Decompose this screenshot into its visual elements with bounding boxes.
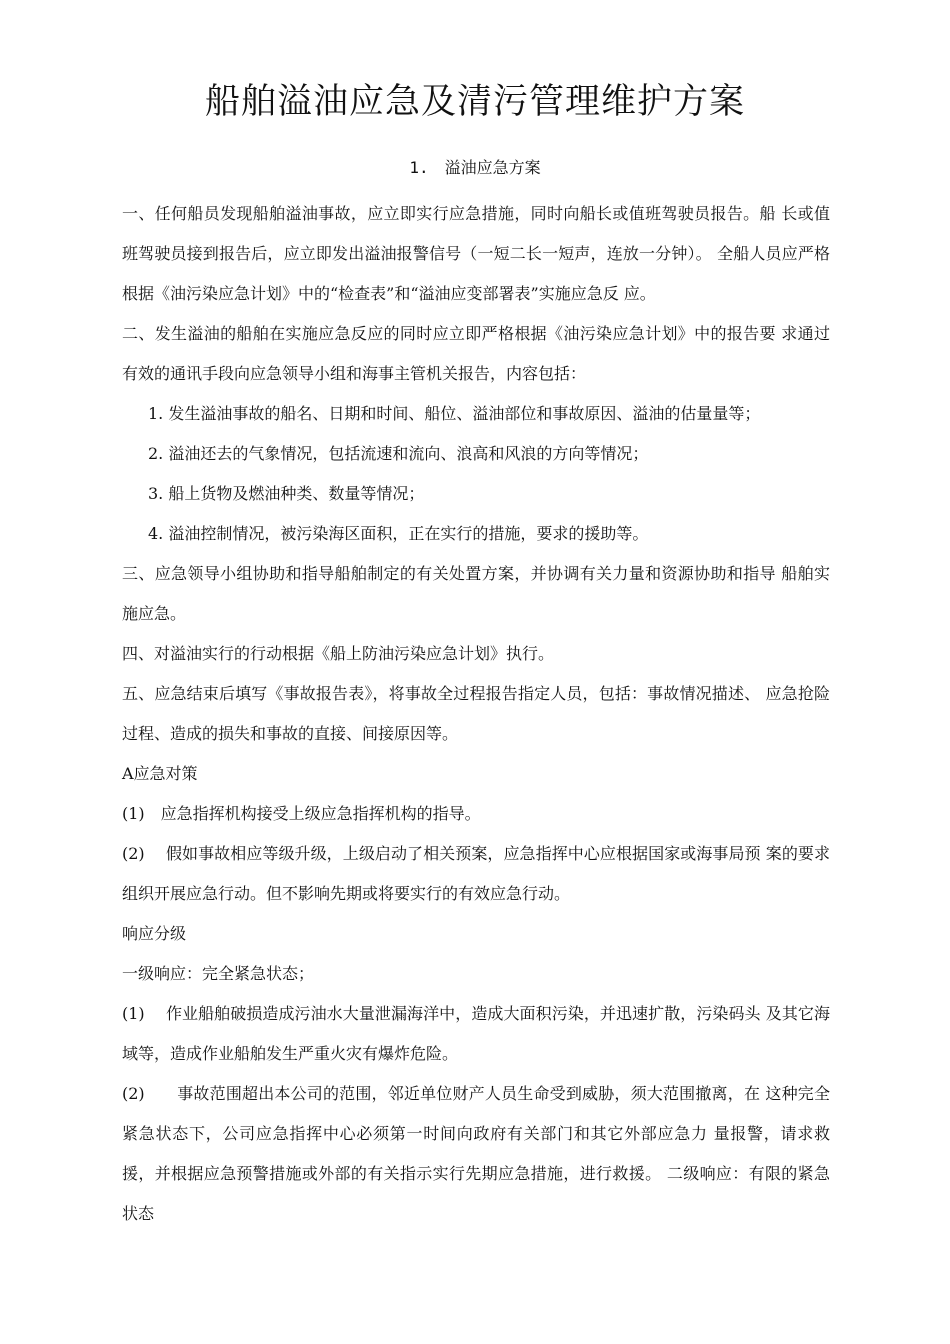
- measure-item-1: (1) 应急指挥机构接受上级应急指挥机构的指导。: [122, 804, 481, 823]
- document-title: 船舶溢油应急及清污管理维护方案: [204, 82, 745, 122]
- paragraph-1: 一、任何船员发现船舶溢油事故，应立即实行应急措施，同时向船长或值班驾驶员报告。船 长或值班驾驶员接到报告后，应立即发出溢油报警信号（一短二长一短声，连放一分钟）。 全船人员应严格根据《油污染应急计划》中的“检查表”和“溢油应变部署表”实施应急反 应。: [122, 204, 830, 303]
- paragraph-2: 二、发生溢油的船舶在实施应急反应的同时应立即严格根据《油污染应急计划》中的报告要 求通过有效的通讯手段向应急领导小组和海事主管机关报告，内容包括：: [122, 324, 830, 383]
- section-label: 溢油应急方案: [444, 158, 541, 177]
- document-body: [122, 194, 830, 1234]
- section-number: 1.: [409, 158, 429, 177]
- subheading-emergency-measures: A应急对策: [122, 764, 198, 783]
- level-one-item-2: (2) 事故范围超出本公司的范围，邻近单位财产人员生命受到威胁，须大范围撤离，在 这种完全紧急状态下，公司应急指挥中心必须第一时间向政府有关部门和其它外部应急力 量报警，请求救援，并根据应急预警措施或外部的有关指示实行先期应急措施，进行救援。 二级响应：有限的紧急状态: [122, 1084, 830, 1223]
- subheading-response-levels: 响应分级: [122, 924, 187, 943]
- measure-item-2: (2) 假如事故相应等级升级，上级启动了相关预案，应急指挥中心应根据国家或海事局预 案的要求组织开展应急行动。但不影响先期或将要实行的有效应急行动。: [122, 844, 830, 903]
- list-item-2: 2. 溢油还去的气象情况，包括流速和流向、浪高和风浪的方向等情况；: [148, 444, 649, 463]
- paragraph-3: 三、应急领导小组协助和指导船舶制定的有关处置方案，并协调有关力量和资源协助和指导 船舶实施应急。: [122, 564, 830, 623]
- list-item-4: 4. 溢油控制情况，被污染海区面积，正在实行的措施，要求的援助等。: [148, 524, 649, 543]
- section-heading: [0, 156, 950, 180]
- paragraph-5: 五、应急结束后填写《事故报告表》，将事故全过程报告指定人员，包括：事故情况描述、 应急抢险过程、造成的损失和事故的直接、间接原因等。: [122, 684, 830, 743]
- paragraph-4: 四、对溢油实行的行动根据《船上防油污染应急计划》执行。: [122, 644, 555, 663]
- list-item-3: 3. 船上货物及燃油种类、数量等情况；: [148, 484, 425, 503]
- list-item-1: 1. 发生溢油事故的船名、日期和时间、船位、溢油部位和事故原因、溢油的估量量等；: [148, 404, 761, 423]
- level-one-heading: 一级响应：完全紧急状态；: [122, 964, 315, 983]
- level-one-item-1: (1) 作业船舶破损造成污油水大量泄漏海洋中，造成大面积污染，并迅速扩散，污染码头 及其它海域等，造成作业船舶发生严重火灾有爆炸危险。: [122, 1004, 830, 1063]
